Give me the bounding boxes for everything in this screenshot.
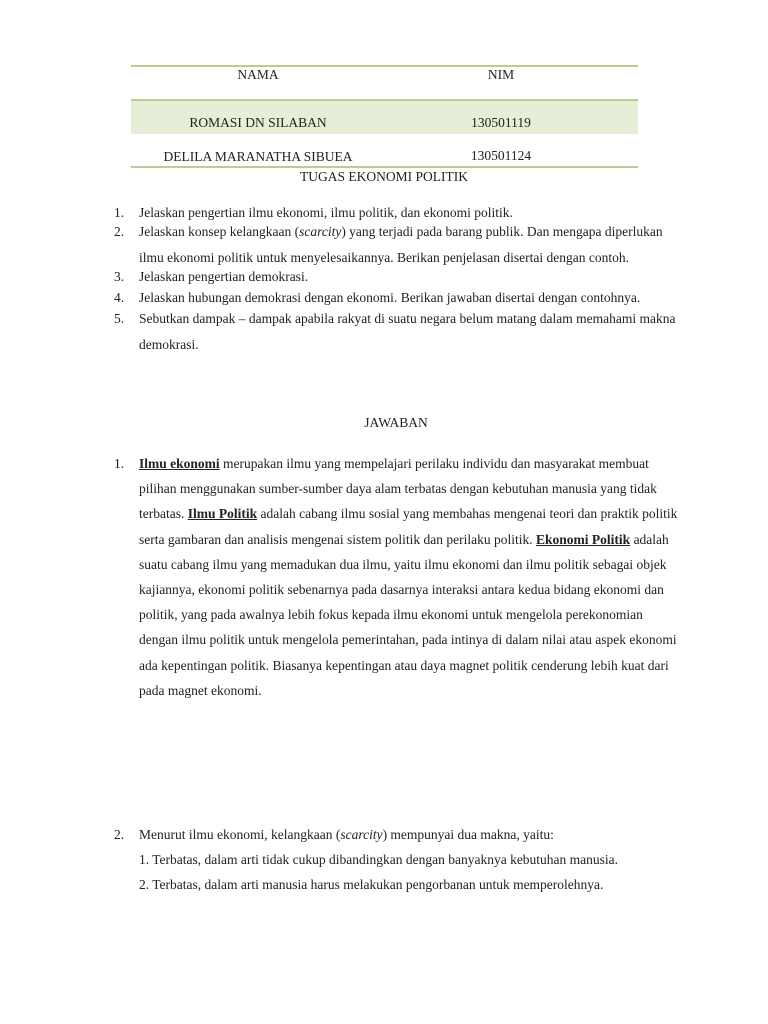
question-list [114, 203, 679, 358]
question-text-italic: scarcity [299, 224, 342, 239]
question-number: 1. [114, 205, 125, 220]
answer-text: adalah cabang ilmu sosial yang membahas mengenai teori dan praktik politik serta gambaran dan analisis mengenai sistem politik dan perilaku politik. [139, 506, 678, 547]
table-row-2-nama: DELILA MARANATHA SIBUEA [163, 149, 353, 164]
term-ilmu-ekonomi: Ilmu ekonomi [139, 456, 220, 471]
answer-text: ) mempunyai dua makna, yaitu: [382, 827, 554, 842]
answer-heading: JAWABAN [364, 415, 428, 430]
answer-text: Menurut ilmu ekonomi, kelangkaan ( [139, 827, 341, 842]
question-number: 4. [114, 290, 125, 305]
answer-text: adalah suatu cabang ilmu yang memadukan dua ilmu, yaitu ilmu ekonomi dan ilmu politik sebagai objek kajiannya, ekonomi politik sebenarnya pada dasarnya interaksi antara kedua bidang ekonomi dan politik, yang pada awalnya lebih fokus kepada ilmu ekonomi untuk mengelola perekonomian dengan ilmu politik untuk mengelola pemerintahan, pada intinya di dalam nilai atau aspek ekonomi ada kepentingan politik. Biasanya kepentingan atau daya magnet politik cenderung lebih kuat dari pada magnet ekonomi. [139, 531, 677, 698]
answer-number: 2. [114, 827, 125, 842]
question-text: Jelaskan hubungan demokrasi dengan ekonomi. Berikan jawaban disertai dengan contohnya. [139, 290, 641, 305]
table-header-nim: NIM [487, 67, 515, 82]
question-2 [114, 219, 679, 270]
question-number: 2. [114, 224, 125, 239]
question-5 [114, 306, 679, 358]
question-number: 5. [114, 311, 125, 326]
answer-text: merupakan ilmu yang mempelajari perilaku individu dan masyarakat membuat pilihan menggunakan sumber-sumber daya alam terbatas dengan kebutuhan manusia yang tidak terbatas. [139, 456, 657, 522]
table-row-1-nim: 130501119 [471, 115, 531, 130]
question-text: Jelaskan konsep kelangkaan ( [139, 224, 300, 239]
page-title: TUGAS EKONOMI POLITIK [300, 169, 468, 184]
answer-list-2 [114, 822, 679, 898]
answer-1 [114, 451, 679, 703]
answer-number: 1. [114, 456, 125, 471]
question-text: Jelaskan pengertian demokrasi. [139, 269, 309, 284]
answer-list-1 [114, 451, 679, 703]
answer-point-1: 1. Terbatas, dalam arti tidak cukup dibandingkan dengan banyaknya kebutuhan manusia. [139, 852, 619, 868]
answer-2 [114, 822, 679, 898]
question-3 [114, 268, 679, 285]
table-header-nama: NAMA [237, 67, 279, 82]
question-text: Sebutkan dampak – dampak apabila rakyat di suatu negara belum matang dalam memahami makna demokrasi. [139, 311, 676, 352]
table-row-2-nim: 130501124 [470, 148, 532, 163]
question-text: Jelaskan pengertian ilmu ekonomi, ilmu politik, dan ekonomi politik. [139, 205, 513, 220]
table-row-1-nama: ROMASI DN SILABAN [189, 115, 327, 130]
term-ilmu-politik: Ilmu Politik [187, 506, 258, 522]
question-text: ) yang terjadi pada barang publik. Dan mengapa diperlukan ilmu ekonomi politik untuk menyelesaikannya. Berikan penjelasan disertai dengan contoh. [139, 224, 663, 265]
table-bottom-rule [131, 166, 638, 168]
answer-point-2: 2. Terbatas, dalam arti manusia harus melakukan pengorbanan untuk memperolehnya. [139, 877, 604, 893]
answer-text-italic: scarcity [340, 827, 383, 842]
question-number: 3. [114, 269, 125, 284]
term-ekonomi-politik: Ekonomi Politik [536, 531, 631, 547]
